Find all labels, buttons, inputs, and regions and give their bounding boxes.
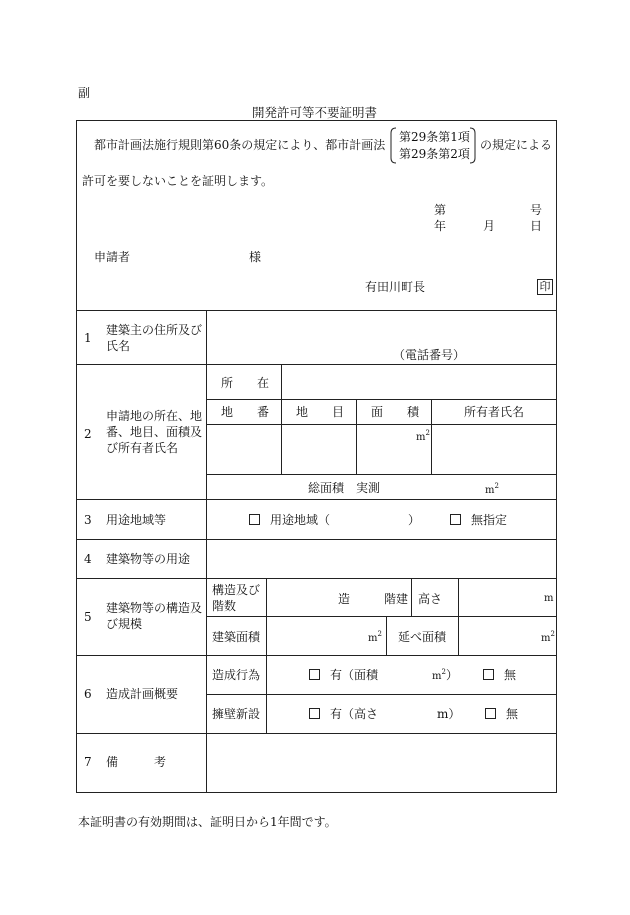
applicant-label: 申請者	[94, 250, 131, 264]
wall-yes-option[interactable]: 有（高さ	[309, 708, 378, 720]
wall-label: 擁壁新設	[212, 707, 261, 721]
total-floor-label: 延べ面積	[398, 630, 447, 644]
wall-no-option[interactable]: 無	[485, 708, 518, 720]
building-area-unit: $m^2$	[368, 630, 382, 644]
construction-label: 造	[338, 592, 351, 606]
intro-line-2: 許可を要しないことを証明します。	[82, 174, 274, 188]
row-3-number: 3	[84, 513, 92, 527]
copy-label: 副	[78, 86, 91, 100]
year-label: 年	[434, 219, 447, 233]
row-1-label: 建築主の住所及び氏名	[106, 323, 203, 353]
row-2-label: 申請地の所在、地番、地目、面積及び所有者氏名	[106, 409, 203, 455]
grading-label: 造成行為	[212, 668, 261, 682]
seal-mark: 印	[537, 279, 553, 295]
building-area-label: 建築面積	[212, 630, 261, 644]
intro-suffix: の規定による	[480, 138, 553, 152]
phone-number-label: （電話番号）	[393, 348, 466, 362]
height-label: 高さ	[418, 592, 443, 606]
no-designation-checkbox[interactable]	[450, 514, 461, 525]
area-header: 面 積	[371, 405, 420, 419]
grading-yes-option[interactable]: 有（面積	[309, 669, 378, 681]
row-5-number: 5	[84, 610, 92, 624]
floors-label: 階建	[384, 592, 409, 606]
grading-no-checkbox[interactable]	[483, 669, 494, 680]
row-6-number: 6	[84, 687, 92, 701]
total-floor-unit: $m^2$	[541, 630, 555, 644]
article-1: 第29条第1項	[399, 130, 470, 144]
row-5-label: 建築物等の構造及び規模	[106, 601, 203, 631]
grading-unit: $m^2$）	[432, 668, 458, 682]
row-7-number: 7	[84, 755, 92, 769]
article-2: 第29条第2項	[399, 147, 470, 161]
row-2-number: 2	[84, 427, 92, 441]
wall-unit: m）	[437, 707, 461, 721]
number-prefix: 第	[434, 203, 447, 217]
grading-no-option[interactable]: 無	[483, 669, 516, 681]
row-6-label: 造成計画概要	[106, 687, 179, 701]
document-title: 開発許可等不要証明書	[252, 105, 378, 120]
row-7-label: 備 考	[106, 755, 167, 769]
total-area-unit: $m^2$	[485, 482, 499, 496]
applicant-honorific: 様	[249, 250, 262, 264]
land-category-header: 地 目	[296, 405, 345, 419]
location-label: 所 在	[221, 376, 270, 390]
number-suffix: 号	[530, 203, 543, 217]
issuer: 有田川町長	[365, 280, 426, 294]
zone-close: ）	[408, 513, 421, 527]
grading-yes-checkbox[interactable]	[309, 669, 320, 680]
day-label: 日	[530, 219, 543, 233]
row-1-number: 1	[84, 331, 92, 345]
wall-no-checkbox[interactable]	[485, 708, 496, 719]
area-unit: $m^2$	[416, 429, 430, 443]
height-unit: m	[544, 593, 554, 604]
month-label: 月	[483, 219, 496, 233]
validity-note: 本証明書の有効期間は、証明日から1年間です。	[78, 815, 337, 829]
structure-label: 構造及び階数	[212, 583, 261, 613]
wall-yes-checkbox[interactable]	[309, 708, 320, 719]
zone-checkbox[interactable]	[249, 514, 260, 525]
total-area-label: 総面積 実測	[308, 481, 381, 495]
no-designation-option[interactable]: 無指定	[450, 514, 507, 526]
row-4-label: 建築物等の用途	[106, 552, 191, 566]
row-3-label: 用途地域等	[106, 513, 167, 527]
row-4-number: 4	[84, 552, 92, 566]
intro-text: 都市計画法施行規則第60条の規定により、都市計画法	[94, 138, 386, 152]
zone-option[interactable]: 用途地域（	[249, 514, 330, 526]
owner-header: 所有者氏名	[464, 405, 525, 419]
lot-number-header: 地 番	[221, 405, 270, 419]
